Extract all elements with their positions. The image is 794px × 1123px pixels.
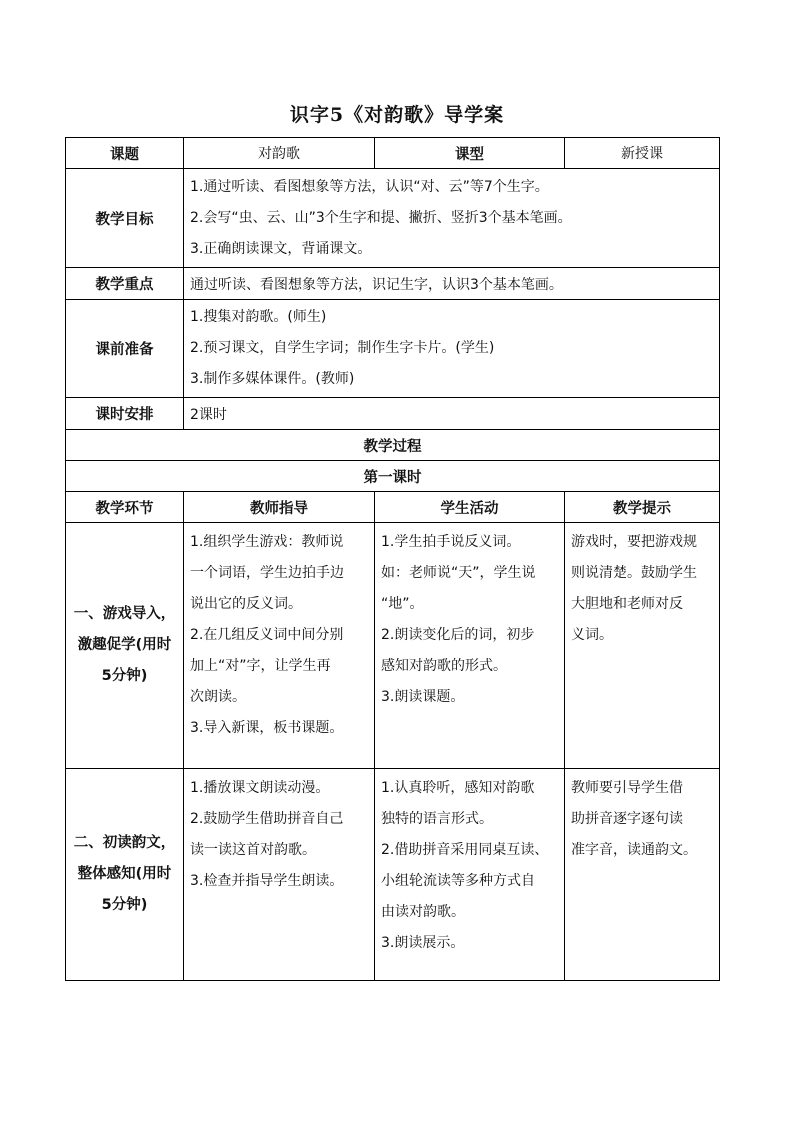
lesson-type-label: 课型 [375, 138, 565, 169]
text-line: “地”。 [381, 596, 424, 612]
prep-item: 1.搜集对韵歌。(师生) [190, 309, 327, 325]
focus-row [66, 268, 720, 300]
teacher-guidance [184, 523, 375, 769]
prep-label: 课前准备 [66, 300, 184, 398]
student-activity [375, 769, 565, 981]
focus-label: 教学重点 [66, 268, 184, 300]
stage-row [66, 523, 720, 769]
prep-item: 2.预习课文，自学生字词；制作生字卡片。(学生) [190, 340, 495, 356]
text-line: 3.朗读课题。 [381, 689, 465, 705]
teacher-header: 教师指导 [184, 492, 375, 523]
goals-label: 教学目标 [66, 169, 184, 268]
text-line: 2.鼓励学生借助拼音自己 [190, 811, 344, 827]
text-line: 说出它的反义词。 [190, 596, 302, 612]
student-header: 学生活动 [375, 492, 565, 523]
goal-item: 3.正确朗读课文，背诵课文。 [190, 240, 372, 257]
text-line: 感知对韵歌的形式。 [381, 658, 507, 674]
lesson-title: 第一课时 [66, 461, 720, 492]
student-activity [375, 523, 565, 769]
goal-item: 2.会写“虫、云、山”3个生字和提、撇折、竖折3个基本笔画。 [190, 209, 572, 226]
lesson-type-value: 新授课 [565, 138, 720, 169]
text-line: 1.组织学生游戏：教师说 [190, 534, 344, 550]
stage-label-line: 激趣促学(用时 [77, 637, 172, 653]
text-line: 3.朗读展示。 [381, 935, 465, 951]
schedule-label: 课时安排 [66, 398, 184, 430]
text-line: 2.借助拼音采用同桌互读、 [381, 842, 549, 858]
teaching-tips [565, 523, 720, 769]
text-line: 1.学生拍手说反义词。 [381, 534, 521, 550]
text-line: 2.在几组反义词中间分别 [190, 627, 344, 643]
text-line: 3.导入新课，板书课题。 [190, 720, 344, 736]
goals-row [66, 169, 720, 268]
process-title: 教学过程 [66, 430, 720, 461]
text-line: 大胆地和老师对反 [571, 596, 683, 612]
teaching-tips [565, 769, 720, 981]
lesson-title-row [66, 461, 720, 492]
text-line: 次朗读。 [190, 689, 246, 705]
text-line: 义词。 [571, 627, 613, 643]
goals-list [184, 169, 720, 268]
process-title-row [66, 430, 720, 461]
topic-value: 对韵歌 [184, 138, 375, 169]
stage-label-line: 5分钟) [101, 668, 148, 684]
text-line: 助拼音逐字逐句读 [571, 811, 683, 827]
stage-label [66, 523, 184, 769]
text-line: 加上“对”字，让学生再 [190, 658, 331, 674]
text-line: 1.播放课文朗读动漫。 [190, 780, 330, 796]
schedule-value: 2课时 [184, 398, 720, 430]
text-line: 小组轮流读等多种方式自 [381, 873, 535, 889]
text-line: 如：老师说“天”，学生说 [381, 565, 536, 581]
stage-label [66, 769, 184, 981]
text-line: 读一读这首对韵歌。 [190, 842, 316, 858]
schedule-row [66, 398, 720, 430]
text-line: 2.朗读变化后的词，初步 [381, 627, 535, 643]
lesson-plan-table [65, 137, 720, 981]
stage-label-line: 5分钟) [101, 897, 148, 913]
prep-list [184, 300, 720, 398]
process-header-row [66, 492, 720, 523]
text-line: 独特的语言形式。 [381, 811, 493, 827]
stage-label-line: 二、初读韵文， [73, 835, 176, 851]
text-line: 一个词语，学生边拍手边 [190, 565, 344, 581]
text-line: 1.认真聆听，感知对韵歌 [381, 780, 535, 796]
prep-item: 3.制作多媒体课件。(教师) [190, 371, 355, 387]
topic-label: 课题 [66, 138, 184, 169]
stage-row [66, 769, 720, 981]
stage-label-line: 一、游戏导入， [73, 606, 176, 622]
header-row [66, 138, 720, 169]
prep-row [66, 300, 720, 398]
text-line: 3.检查并指导学生朗读。 [190, 873, 344, 889]
stage-header: 教学环节 [66, 492, 184, 523]
stage-label-line: 整体感知(用时 [77, 866, 172, 882]
teacher-guidance [184, 769, 375, 981]
text-line: 教师要引导学生借 [571, 780, 683, 796]
text-line: 由读对韵歌。 [381, 904, 465, 920]
document-title: 识字5《对韵歌》导学案 [289, 104, 505, 126]
text-line: 则说清楚。鼓励学生 [571, 565, 697, 581]
goal-item: 1.通过听读、看图想象等方法，认识“对、云”等7个生字。 [190, 178, 549, 195]
focus-text: 通过听读、看图想象等方法，识记生字，认识3个基本笔画。 [184, 268, 720, 300]
text-line: 游戏时，要把游戏规 [571, 534, 697, 550]
tips-header: 教学提示 [565, 492, 720, 523]
text-line: 准字音，读通韵文。 [571, 842, 697, 858]
